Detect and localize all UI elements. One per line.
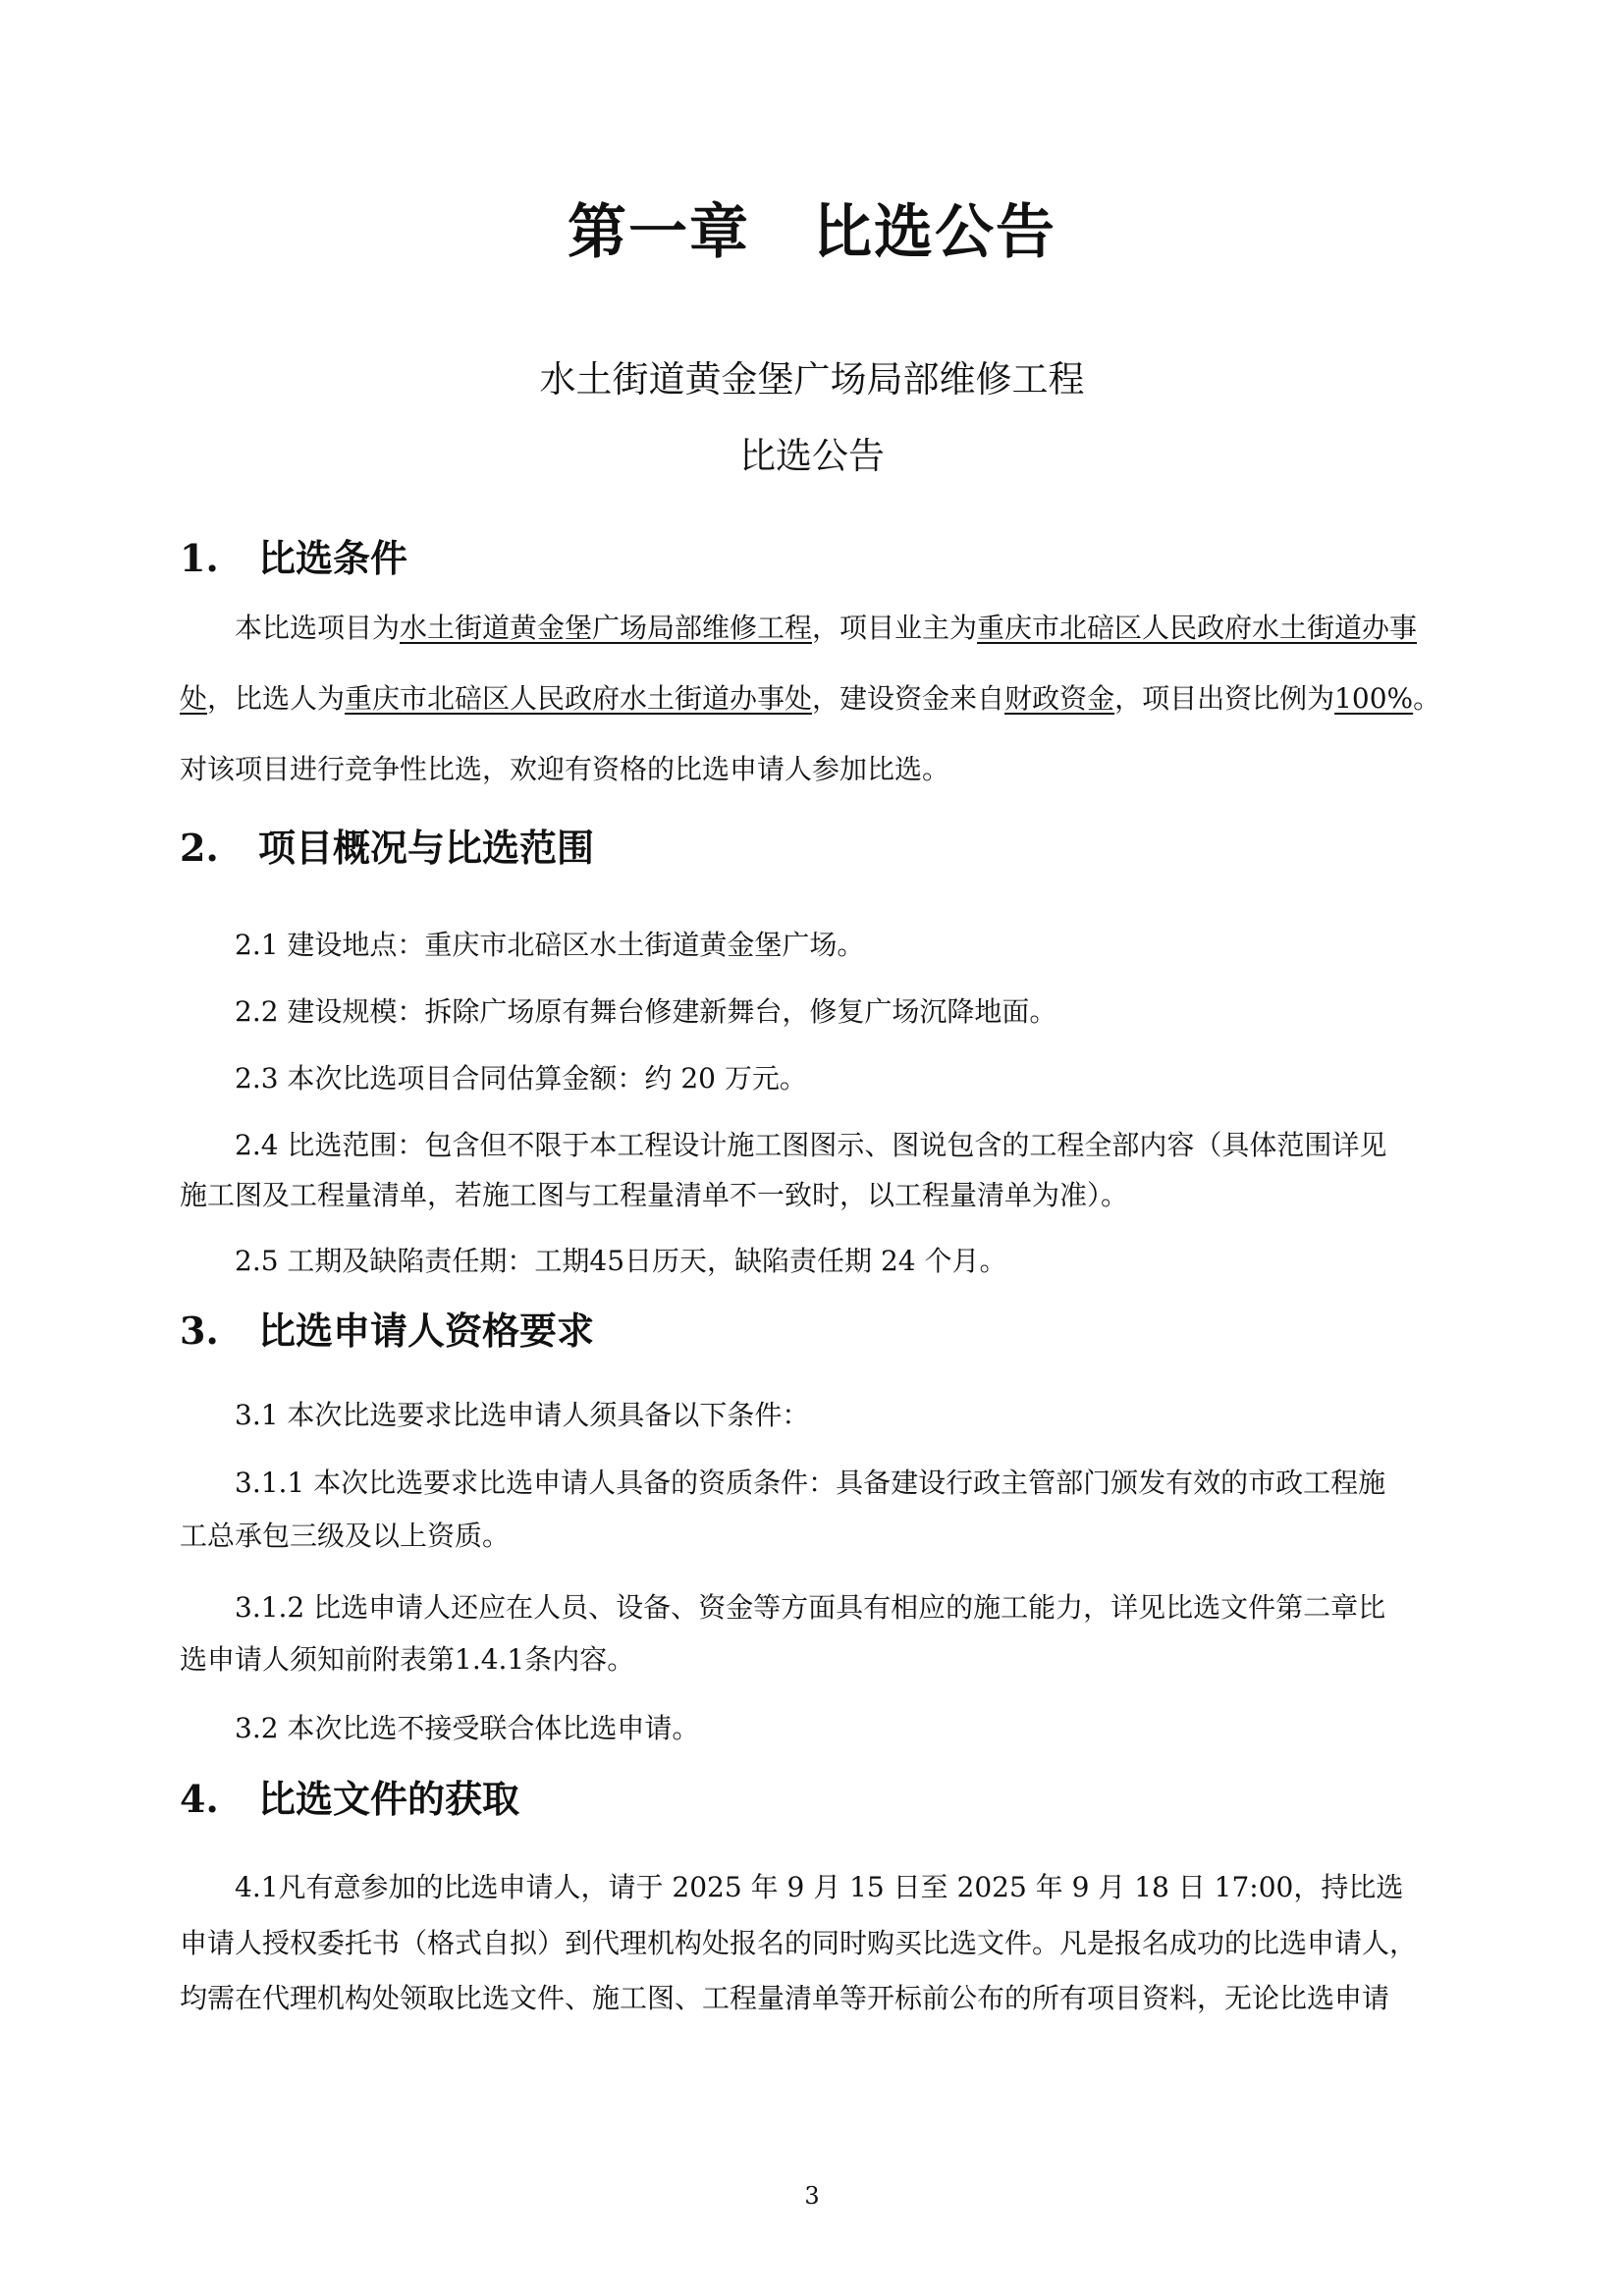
section-4-line-1: 4.1凡有意参加的比选申请人，请于 2025 年 9 月 15 日至 2025 年 9 月 18 日 17:00，持比选 <box>235 1871 1404 1903</box>
section-3-item-2: 3.1.1 本次比选要求比选申请人具备的资质条件：具备建设行政主管部门颁发有效的市政工程施 <box>235 1467 1386 1499</box>
section-2-item-3: 2.3 本次比选项目合同估算金额：约 20 万元。 <box>235 1062 807 1095</box>
fund-source-underlined: 财政资金 <box>1004 682 1115 715</box>
section-2-heading <box>180 824 594 873</box>
page-number: 3 <box>804 2182 820 2210</box>
project-title: 水土街道黄金堡广场局部维修工程 <box>539 358 1085 400</box>
chapter-title <box>0 193 1624 272</box>
section-4-line-3: 均需在代理机构处领取比选文件、施工图、工程量清单等开标前公布的所有项目资料，无论比选申请 <box>180 1982 1390 2014</box>
section-2-item-5: 2.5 工期及缺陷责任期：工期45日历天，缺陷责任期 24 个月。 <box>235 1245 1007 1277</box>
section-title: 比选申请人资格要求 <box>258 1308 595 1353</box>
section-3-item-1: 3.1 本次比选要求比选申请人须具备以下条件： <box>235 1399 810 1431</box>
project-name-underlined: 水土街道黄金堡广场局部维修工程 <box>400 612 813 644</box>
owner-underlined: 重庆市北碚区人民政府水土街道办事处 <box>180 612 1418 715</box>
fund-ratio-underlined: 100% <box>1334 682 1414 715</box>
section-number: 3. <box>180 1308 219 1353</box>
section-3-item-3: 3.1.2 比选申请人还应在人员、设备、资金等方面具有相应的施工能力，详见比选文件第二章比 <box>235 1591 1386 1624</box>
chapter-number: 第一章 <box>568 198 750 267</box>
section-title: 比选文件的获取 <box>258 1777 520 1821</box>
section-3-item-3-cont: 选申请人须知前附表第1.4.1条内容。 <box>180 1643 635 1676</box>
section-1-paragraph: 本比选项目为水土街道黄金堡广场局部维修工程，项目业主为重庆市北碚区人民政府水土街道办事处，比选人为重庆市北碚区人民政府水土街道办事处，建设资金来自财政资金，项目出资比例为100%。对该项目进行竞争性比选，欢迎有资格的比选申请人参加比选。 <box>180 612 1441 785</box>
section-2-item-4: 2.4 比选范围：包含但不限于本工程设计施工图图示、图说包含的工程全部内容（具体范围详见 <box>235 1129 1387 1161</box>
section-number: 1. <box>180 536 219 580</box>
section-2-item-4-cont: 施工图及工程量清单，若施工图与工程量清单不一致时，以工程量清单为准）。 <box>180 1179 1129 1211</box>
section-1-heading <box>180 534 407 583</box>
section-title: 项目概况与比选范围 <box>258 826 595 870</box>
chapter-name: 比选公告 <box>813 198 1056 267</box>
section-3-item-2-cont: 工总承包三级及以上资质。 <box>180 1520 511 1552</box>
section-4-heading <box>180 1775 519 1824</box>
section-3-item-4: 3.2 本次比选不接受联合体比选申请。 <box>235 1712 700 1744</box>
section-2-item-1: 2.1 建设地点：重庆市北碚区水土街道黄金堡广场。 <box>235 929 865 961</box>
section-2-item-2: 2.2 建设规模：拆除广场原有舞台修建新舞台，修复广场沉降地面。 <box>235 995 1057 1028</box>
notice-title: 比选公告 <box>739 435 885 477</box>
section-number: 2. <box>180 826 219 870</box>
section-3-heading <box>180 1307 594 1356</box>
section-number: 4. <box>180 1777 219 1821</box>
section-title: 比选条件 <box>258 536 408 580</box>
selector-underlined: 重庆市北碚区人民政府水土街道办事处 <box>345 682 813 715</box>
section-4-line-2: 申请人授权委托书（格式自拟）到代理机构处报名的同时购买比选文件。凡是报名成功的比选申请人， <box>180 1927 1418 1959</box>
